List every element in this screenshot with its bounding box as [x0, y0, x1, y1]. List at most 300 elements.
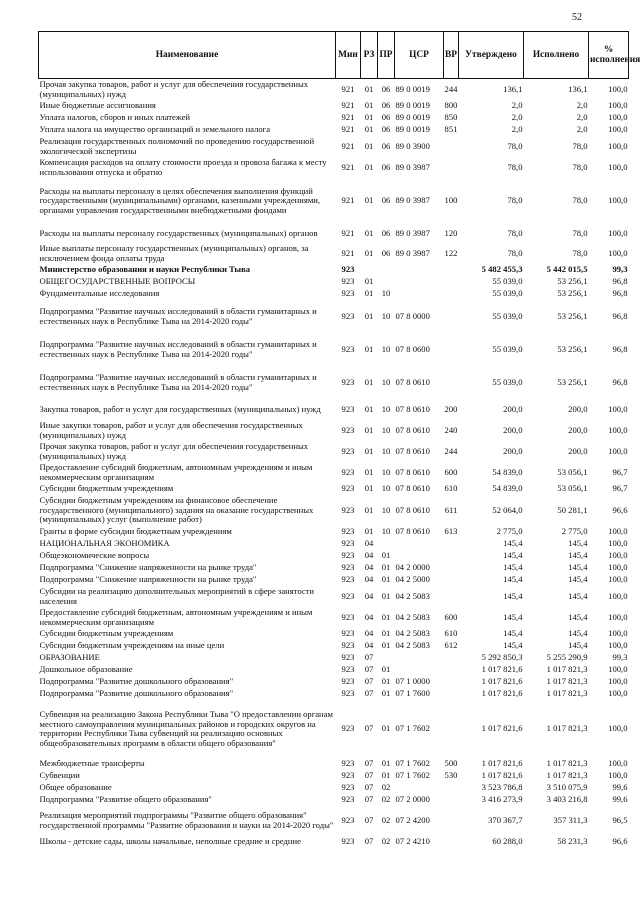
cell-executed: 145,4: [568, 640, 588, 651]
cell-min: 923: [341, 688, 355, 699]
cell-approved: 145,4: [503, 640, 523, 651]
cell-vr: [444, 264, 459, 276]
cell-percent: 100,0: [608, 403, 628, 414]
cell-min: 923: [341, 836, 355, 847]
cell-csr: [395, 288, 444, 300]
cell-executed: 78,0: [572, 227, 588, 238]
cell-percent: 100,0: [608, 247, 628, 258]
cell-pr: 06: [381, 140, 391, 151]
table-row: [39, 124, 629, 136]
table-row: [39, 495, 629, 526]
cell-csr: 07 8 0610: [395, 376, 430, 387]
cell-executed: 78,0: [572, 161, 588, 172]
cell-percent: 96,7: [612, 483, 628, 494]
cell-approved: 145,4: [503, 550, 523, 561]
cell-csr: 89 0 3987: [395, 227, 430, 238]
cell-min: 923: [341, 445, 355, 456]
cell-name: НАЦИОНАЛЬНАЯ ЭКОНОМИКА: [39, 538, 170, 549]
cell-min: 923: [341, 264, 355, 275]
cell-percent: 99,6: [612, 782, 628, 793]
cell-min: 923: [341, 483, 355, 494]
cell-approved: 2,0: [511, 124, 523, 135]
cell-approved: 1 017 821,6: [481, 688, 523, 699]
cell-executed: 58 231,3: [557, 836, 588, 847]
cell-executed: 1 017 821,3: [546, 664, 588, 675]
cell-min: 923: [341, 562, 355, 573]
cell-pr: 01: [381, 770, 391, 781]
cell-min: 923: [341, 590, 355, 601]
table-row: [39, 770, 629, 782]
cell-csr: [395, 550, 444, 562]
cell-pr: 06: [381, 124, 391, 135]
cell-percent: 100,0: [608, 445, 628, 456]
cell-min: 921: [341, 112, 355, 123]
cell-vr: [444, 136, 459, 157]
cell-percent: 100,0: [608, 664, 628, 675]
cell-percent: 100,0: [608, 195, 628, 206]
cell-rz: 01: [364, 288, 374, 299]
cell-pr: 06: [381, 83, 391, 94]
page-number: 52: [572, 12, 582, 23]
cell-csr: 89 0 3987: [395, 161, 430, 172]
cell-csr: [395, 538, 444, 550]
cell-percent: 99,3: [612, 652, 628, 663]
cell-approved: 78,0: [507, 161, 523, 172]
cell-pr: [378, 652, 395, 664]
cell-csr: 07 1 7602: [395, 758, 430, 769]
cell-csr: 89 0 0019: [395, 112, 430, 123]
cell-min: 923: [341, 538, 355, 549]
cell-percent: 100,0: [608, 526, 628, 537]
cell-percent: 100,0: [608, 83, 628, 94]
cell-approved: 55 039,0: [492, 376, 523, 387]
cell-min: 923: [341, 343, 355, 354]
cell-rz: 07: [364, 770, 374, 781]
cell-executed: 1 017 821,3: [546, 688, 588, 699]
cell-csr: 07 8 0000: [395, 310, 430, 321]
cell-vr: [444, 688, 459, 700]
cell-vr: [444, 538, 459, 550]
cell-executed: 53 256,1: [557, 310, 588, 321]
cell-executed: 3 510 075,9: [546, 782, 588, 793]
cell-rz: 07: [364, 723, 374, 734]
cell-min: 923: [341, 640, 355, 651]
cell-executed: 1 017 821,3: [546, 723, 588, 734]
table-row: [39, 607, 629, 628]
table-row: [39, 628, 629, 640]
cell-min: 923: [341, 758, 355, 769]
cell-rz: 07: [364, 676, 374, 687]
cell-vr: [444, 835, 459, 849]
cell-name: Общее образование: [39, 782, 112, 793]
cell-percent: 100,0: [608, 161, 628, 172]
cell-vr: 600: [444, 466, 458, 477]
cell-executed: 1 017 821,3: [546, 770, 588, 781]
cell-approved: 145,4: [503, 562, 523, 573]
cell-approved: 60 288,0: [492, 836, 523, 847]
cell-rz: 01: [364, 247, 374, 258]
cell-csr: 04 2 0000: [395, 562, 430, 573]
cell-vr: 611: [444, 504, 458, 515]
cell-executed: 3 403 216,8: [546, 794, 588, 805]
cell-csr: [395, 664, 444, 676]
cell-rz: 01: [364, 227, 374, 238]
table-row: [39, 664, 629, 676]
cell-approved: 78,0: [507, 247, 523, 258]
cell-rz: 07: [364, 814, 374, 825]
cell-pr: 10: [381, 483, 391, 494]
cell-csr: 07 1 0000: [395, 676, 430, 687]
cell-executed: 200,0: [568, 424, 588, 435]
cell-name: Уплата налога на имущество организаций и земельного налога: [39, 124, 271, 135]
table-row: [39, 758, 629, 770]
cell-vr: [444, 300, 459, 333]
cell-pr: 01: [381, 723, 391, 734]
cell-percent: 100,0: [608, 574, 628, 585]
cell-csr: 04 2 5083: [395, 590, 430, 601]
cell-approved: 2 775,0: [496, 526, 523, 537]
cell-pr: 01: [381, 640, 391, 651]
cell-csr: [395, 276, 444, 288]
cell-min: 923: [341, 814, 355, 825]
cell-name: Расходы на выплаты персоналу государственных (муниципальных) органов: [39, 227, 318, 238]
header-min: Мин: [336, 32, 361, 79]
cell-rz: 04: [364, 611, 374, 622]
table-row: [39, 178, 629, 224]
cell-min: 923: [341, 403, 355, 414]
cell-pr: 10: [381, 343, 391, 354]
cell-vr: 200: [444, 403, 458, 414]
cell-min: 921: [341, 140, 355, 151]
cell-name: ОБРАЗОВАНИЕ: [39, 652, 100, 663]
cell-percent: 100,0: [608, 758, 628, 769]
cell-executed: 53 056,1: [557, 483, 588, 494]
cell-rz: 04: [364, 640, 374, 651]
cell-percent: 96,8: [612, 310, 628, 321]
cell-name: Закупка товаров, работ и услуг для государственных (муниципальных) нужд: [39, 403, 321, 414]
cell-approved: 1 017 821,6: [481, 723, 523, 734]
header-executed: Исполнено: [524, 32, 589, 79]
cell-vr: 800: [444, 100, 458, 111]
cell-csr: 07 2 4210: [395, 836, 430, 847]
cell-vr: 100: [444, 195, 458, 206]
cell-approved: 370 367,7: [488, 814, 523, 825]
table-row: [39, 441, 629, 462]
cell-percent: 100,0: [608, 590, 628, 601]
cell-csr: 89 0 3987: [395, 195, 430, 206]
cell-executed: 145,4: [568, 538, 588, 549]
cell-min: 921: [341, 124, 355, 135]
cell-percent: 100,0: [608, 688, 628, 699]
table-row: [39, 550, 629, 562]
cell-min: 923: [341, 664, 355, 675]
cell-vr: 240: [444, 424, 458, 435]
header-csr: ЦСР: [395, 32, 444, 79]
cell-csr: 89 0 0019: [395, 83, 430, 94]
cell-vr: [444, 652, 459, 664]
cell-pr: 06: [381, 100, 391, 111]
cell-executed: 5 442 015,5: [546, 264, 588, 275]
cell-name: Расходы на выплаты персоналу в целях обеспечения выполнения функций государственными (муниципальными) органами, казенными учреждениями, органами управления государственными внебюджетными фондами: [39, 185, 321, 215]
table-row: [39, 300, 629, 333]
table-row: [39, 157, 629, 178]
cell-percent: 96,5: [612, 814, 628, 825]
cell-pr: 06: [381, 227, 391, 238]
cell-executed: 53 256,1: [557, 343, 588, 354]
cell-min: 923: [341, 288, 355, 299]
cell-percent: 100,0: [608, 770, 628, 781]
cell-pr: 02: [381, 794, 391, 805]
cell-pr: 01: [381, 611, 391, 622]
cell-vr: [444, 288, 459, 300]
cell-approved: 54 839,0: [492, 483, 523, 494]
table-row: [39, 640, 629, 652]
table-row: [39, 276, 629, 288]
table-row: [39, 782, 629, 794]
cell-rz: 07: [364, 664, 374, 675]
cell-name: Подпрограмма "Развитие общего образования": [39, 794, 212, 805]
header-pr: ПР: [378, 32, 395, 79]
cell-pr: 06: [381, 247, 391, 258]
cell-name: Школы - детские сады, школы начальные, неполные средние и средние: [39, 836, 301, 847]
cell-approved: 200,0: [503, 424, 523, 435]
cell-rz: 07: [364, 782, 374, 793]
cell-min: 923: [341, 276, 355, 287]
cell-pr: 02: [381, 814, 391, 825]
cell-csr: 07 8 0610: [395, 526, 430, 537]
cell-csr: 07 8 0600: [395, 343, 430, 354]
cell-csr: 89 0 0019: [395, 124, 430, 135]
cell-pr: 10: [381, 526, 391, 537]
cell-vr: [444, 276, 459, 288]
cell-percent: 100,0: [608, 112, 628, 123]
cell-rz: 04: [364, 628, 374, 639]
cell-percent: 100,0: [608, 628, 628, 639]
cell-rz: 07: [364, 688, 374, 699]
cell-percent: 100,0: [608, 124, 628, 135]
cell-pr: 10: [381, 376, 391, 387]
cell-vr: 120: [444, 227, 458, 238]
cell-pr: 01: [381, 758, 391, 769]
cell-rz: 04: [364, 590, 374, 601]
cell-rz: 07: [364, 758, 374, 769]
cell-vr: 612: [444, 640, 458, 651]
cell-csr: 07 2 4200: [395, 814, 430, 825]
cell-rz: 01: [364, 124, 374, 135]
cell-percent: 100,0: [608, 550, 628, 561]
cell-percent: 100,0: [608, 100, 628, 111]
cell-csr: 04 2 5000: [395, 574, 430, 585]
table-row: [39, 688, 629, 700]
table-row: [39, 333, 629, 366]
cell-percent: 100,0: [608, 538, 628, 549]
cell-pr: 02: [381, 782, 391, 793]
cell-rz: 01: [364, 100, 374, 111]
cell-pr: 10: [381, 310, 391, 321]
cell-approved: 145,4: [503, 574, 523, 585]
cell-vr: [444, 157, 459, 178]
cell-executed: 2 775,0: [561, 526, 588, 537]
cell-executed: 50 281,1: [557, 504, 588, 515]
cell-vr: [444, 333, 459, 366]
cell-name: Субсидии на реализацию дополнительных мероприятий в сфере занятости населения: [39, 586, 315, 606]
cell-rz: 01: [364, 310, 374, 321]
cell-name: Предоставление субсидий бюджетным, автономным учреждениям и иным некоммерческим организациям: [39, 462, 313, 482]
cell-approved: 200,0: [503, 445, 523, 456]
cell-rz: 07: [364, 652, 374, 663]
cell-percent: 100,0: [608, 611, 628, 622]
cell-csr: 07 8 0610: [395, 504, 430, 515]
cell-rz: 01: [364, 276, 374, 287]
table-row: [39, 483, 629, 495]
cell-pr: [378, 264, 395, 276]
cell-approved: 5 482 455,3: [481, 264, 523, 275]
cell-vr: [444, 562, 459, 574]
cell-percent: 96,6: [612, 504, 628, 515]
cell-vr: 122: [444, 247, 458, 258]
cell-vr: [444, 366, 459, 399]
cell-name: Уплата налогов, сборов и иных платежей: [39, 112, 191, 123]
cell-name: Фундаментальные исследования: [39, 288, 160, 299]
cell-executed: 145,4: [568, 590, 588, 601]
cell-approved: 55 039,0: [492, 276, 523, 287]
cell-csr: [395, 264, 444, 276]
cell-name: Субвенция на реализацию Закона Республики Тыва "О предоставлении органам местного самоуправления муниципальных районов и городских округов на территории Республики Тыва субвенций на реализацию основных общеобразовательных программ в области общего образования": [39, 709, 333, 748]
cell-percent: 96,8: [612, 343, 628, 354]
cell-pr: 01: [381, 688, 391, 699]
cell-executed: 145,4: [568, 611, 588, 622]
cell-name: Субсидии бюджетным учреждениям на иные цели: [39, 640, 225, 651]
cell-approved: 2,0: [511, 100, 523, 111]
cell-csr: 07 2 0000: [395, 794, 430, 805]
table-row: [39, 806, 629, 835]
cell-vr: [444, 676, 459, 688]
cell-rz: 01: [364, 140, 374, 151]
cell-executed: 357 311,3: [553, 814, 588, 825]
header-approved: Утверждено: [459, 32, 524, 79]
cell-name: Подпрограмма "Снижение напряженности на рынке труда": [39, 562, 257, 573]
cell-name: Подпрограмма "Развитие научных исследований в области гуманитарных и естественных наук в Республике Тыва на 2014-2020 годы": [39, 339, 317, 359]
cell-vr: 613: [444, 526, 458, 537]
cell-executed: 53 056,1: [557, 466, 588, 477]
cell-pr: 10: [381, 403, 391, 414]
table-row: [39, 586, 629, 607]
cell-rz: 01: [364, 526, 374, 537]
cell-min: 923: [341, 574, 355, 585]
cell-pr: 01: [381, 676, 391, 687]
cell-vr: [444, 782, 459, 794]
cell-min: 921: [341, 227, 355, 238]
cell-name: Дошкольное образование: [39, 664, 133, 675]
cell-executed: 53 256,1: [557, 376, 588, 387]
cell-rz: 04: [364, 562, 374, 573]
cell-min: 923: [341, 466, 355, 477]
cell-approved: 145,4: [503, 628, 523, 639]
cell-approved: 78,0: [507, 227, 523, 238]
cell-min: 923: [341, 652, 355, 663]
cell-pr: 06: [381, 161, 391, 172]
cell-pr: 01: [381, 590, 391, 601]
cell-approved: 1 017 821,6: [481, 676, 523, 687]
table-row: [39, 538, 629, 550]
cell-min: 923: [341, 504, 355, 515]
cell-approved: 1 017 821,6: [481, 758, 523, 769]
cell-csr: [395, 782, 444, 794]
cell-approved: 3 416 273,9: [481, 794, 523, 805]
cell-min: 923: [341, 611, 355, 622]
cell-name: Субсидии бюджетным учреждениям на финансовое обеспечение государственного (муниципального) задания на оказание государственных (муниципальных) услуг (выполнение работ): [39, 495, 314, 525]
table-row: [39, 224, 629, 243]
cell-csr: 07 8 0610: [395, 403, 430, 414]
cell-name: Прочая закупка товаров, работ и услуг для обеспечения государственных (муниципальных) нужд: [39, 79, 309, 99]
cell-csr: 89 0 0019: [395, 100, 430, 111]
cell-approved: 78,0: [507, 140, 523, 151]
cell-min: 921: [341, 161, 355, 172]
cell-executed: 53 256,1: [557, 288, 588, 299]
cell-name: Межбюджетные трансферты: [39, 758, 145, 769]
cell-rz: [361, 264, 378, 276]
cell-min: 921: [341, 100, 355, 111]
table-row: [39, 100, 629, 112]
cell-percent: 96,8: [612, 376, 628, 387]
cell-percent: 100,0: [608, 723, 628, 734]
cell-vr: [444, 550, 459, 562]
cell-csr: 89 0 3900: [395, 140, 430, 151]
cell-name: Общеэкономические вопросы: [39, 550, 150, 561]
table-row: [39, 526, 629, 538]
cell-vr: 610: [444, 628, 458, 639]
cell-csr: 07 8 0610: [395, 466, 430, 477]
cell-csr: 07 8 0610: [395, 483, 430, 494]
cell-percent: 100,0: [608, 140, 628, 151]
table-row: [39, 700, 629, 758]
cell-pr: 10: [381, 466, 391, 477]
cell-executed: 145,4: [568, 628, 588, 639]
cell-executed: 2,0: [576, 124, 588, 135]
cell-rz: 01: [364, 195, 374, 206]
header-name: Наименование: [39, 32, 336, 79]
cell-percent: 96,6: [612, 836, 628, 847]
cell-csr: 07 1 7600: [395, 688, 430, 699]
cell-csr: [395, 652, 444, 664]
cell-pr: [378, 538, 395, 550]
cell-name: Субсидии бюджетным учреждениям: [39, 628, 174, 639]
cell-min: 923: [341, 770, 355, 781]
cell-min: 923: [341, 676, 355, 687]
cell-min: 923: [341, 550, 355, 561]
cell-csr: 07 1 7602: [395, 723, 430, 734]
table-row: [39, 676, 629, 688]
cell-rz: 01: [364, 112, 374, 123]
cell-csr: 04 2 5083: [395, 628, 430, 639]
cell-pr: 01: [381, 664, 391, 675]
cell-pr: 01: [381, 550, 391, 561]
cell-approved: 78,0: [507, 195, 523, 206]
table-row: [39, 288, 629, 300]
cell-approved: 200,0: [503, 403, 523, 414]
cell-percent: 96,8: [612, 276, 628, 287]
cell-min: 923: [341, 376, 355, 387]
cell-vr: [444, 700, 459, 758]
cell-rz: 01: [364, 424, 374, 435]
cell-approved: 145,4: [503, 611, 523, 622]
cell-pr: [378, 276, 395, 288]
header-vr: ВР: [444, 32, 459, 79]
cell-approved: 55 039,0: [492, 343, 523, 354]
cell-pr: 01: [381, 562, 391, 573]
cell-vr: [444, 586, 459, 607]
cell-csr: 04 2 5083: [395, 640, 430, 651]
